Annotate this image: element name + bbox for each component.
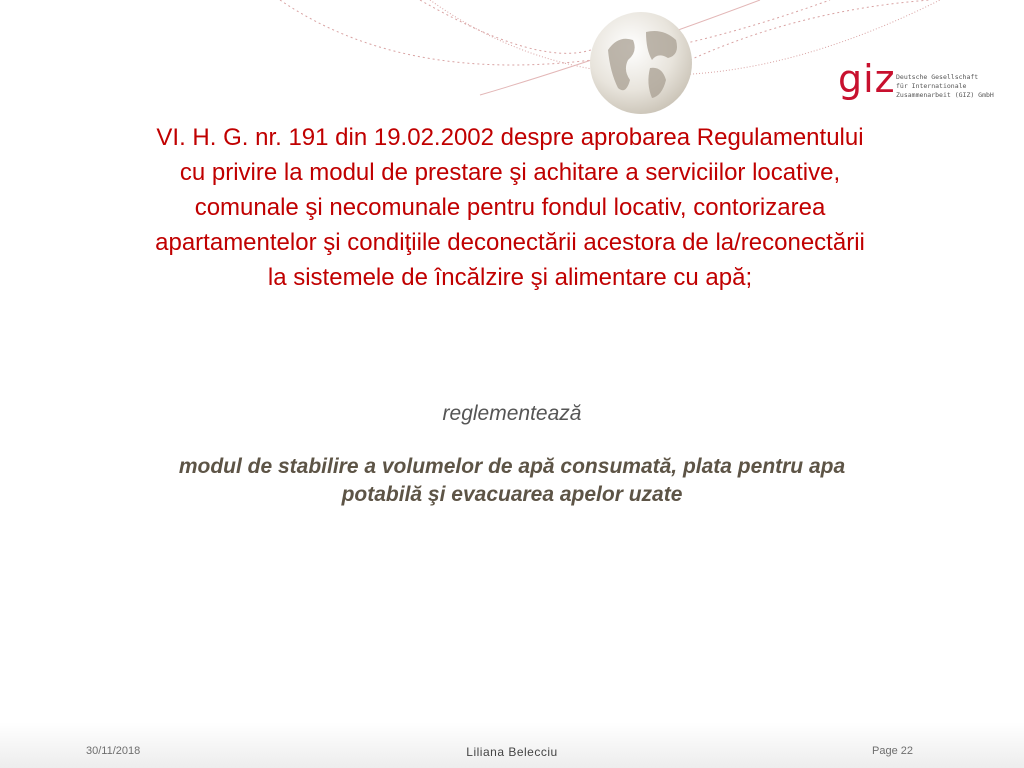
footer-date: 30/11/2018	[86, 745, 141, 757]
title-line: la sistemele de încălzire şi alimentare cu apă;	[267, 264, 753, 291]
logo-wordmark: giz	[838, 57, 896, 101]
footer-author: Liliana Belecciu	[466, 745, 558, 759]
title-line: comunale şi necomunale pentru fondul locativ, contorizarea	[194, 194, 826, 221]
title-line: apartamentelor şi condiţiile deconectării acestora de la/reconectării	[155, 229, 865, 256]
verb-text: reglementează	[442, 402, 582, 425]
slide-title	[60, 120, 960, 295]
logo-org-name: Deutsche Gesellschaft für Internationale Zusammenarbeit (GIZ) GmbH	[896, 73, 994, 99]
footer-page-number: Page 22	[872, 745, 913, 757]
subject-text: modul de stabilire a volumelor de apă consumată, plata pentru apa potabilă şi evacuarea apelor uzate	[178, 455, 846, 506]
giz-logo	[838, 57, 998, 106]
globe-image	[588, 10, 694, 116]
title-line: VI. H. G. nr. 191 din 19.02.2002 despre aprobarea Regulamentului	[156, 124, 864, 151]
title-line: cu privire la modul de prestare şi achitare a serviciilor locative,	[179, 159, 841, 186]
